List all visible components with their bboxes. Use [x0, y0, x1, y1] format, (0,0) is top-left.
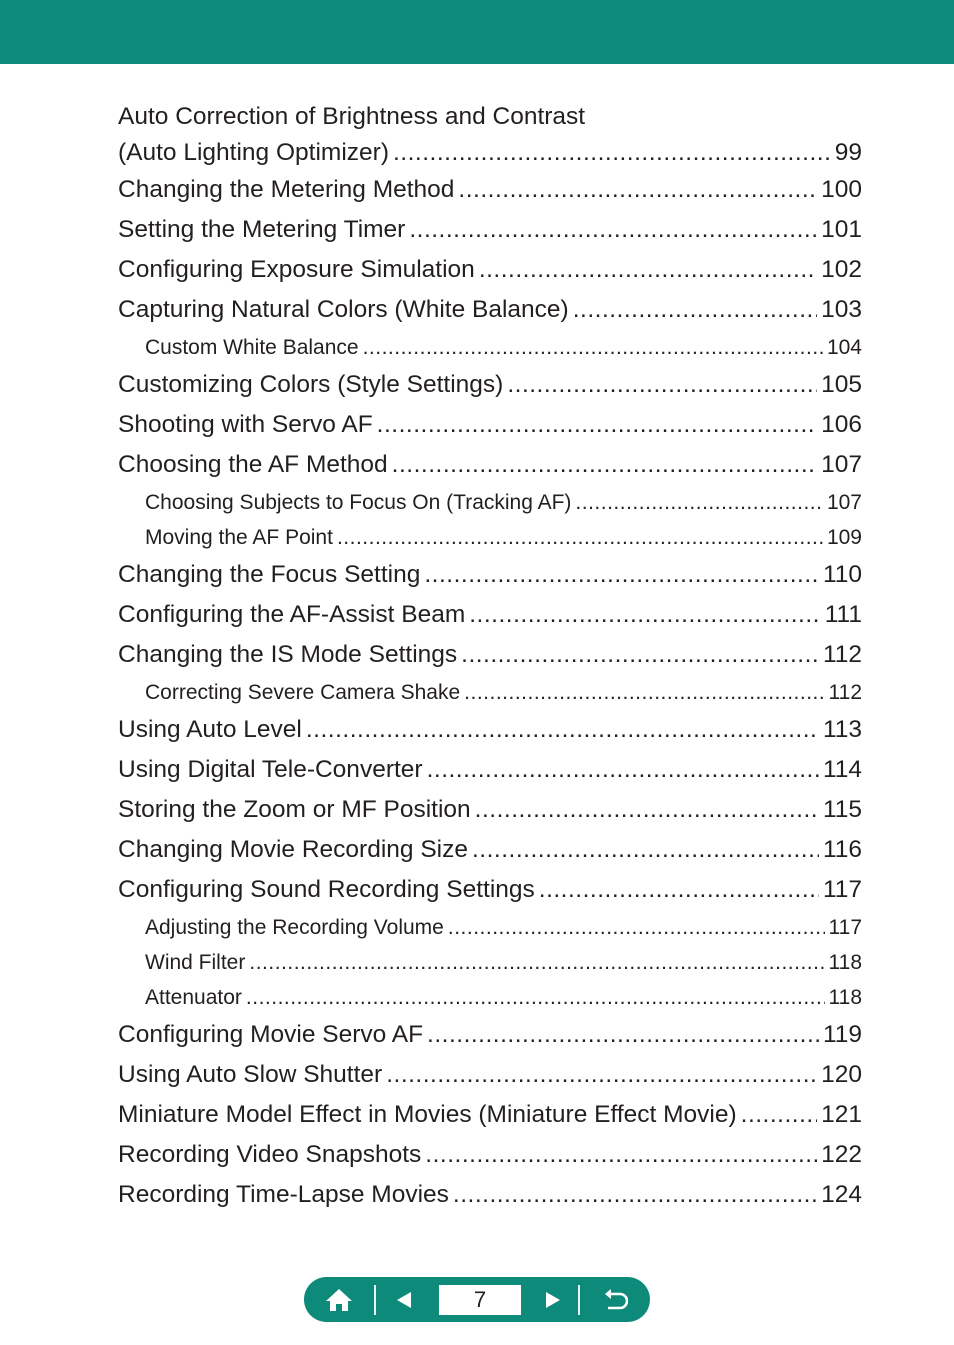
toc-entry-title: (Auto Lighting Optimizer) — [118, 139, 389, 166]
return-button[interactable] — [580, 1277, 650, 1322]
toc-entry-title: Miniature Model Effect in Movies (Miniature Effect Movie) — [118, 1101, 737, 1128]
toc-page-number: 120 — [821, 1061, 862, 1088]
leader-dots — [363, 330, 823, 365]
leader-dots — [392, 445, 817, 485]
toc-page-number: 107 — [826, 491, 862, 514]
toc-entry[interactable] — [118, 635, 862, 675]
toc-entry-title: Recording Video Snapshots — [118, 1141, 422, 1168]
page-navigation-bar — [304, 1277, 650, 1322]
toc-entry-title: Changing the Focus Setting — [118, 561, 421, 588]
toc-entry-title: Shooting with Servo AF — [118, 411, 373, 438]
leader-dots — [475, 790, 819, 830]
toc-entry[interactable] — [118, 210, 862, 250]
toc-page-number: 106 — [821, 411, 862, 438]
leader-dots — [306, 710, 819, 750]
toc-entry[interactable] — [118, 555, 862, 595]
toc-entry[interactable] — [118, 595, 862, 635]
toc-entry-title: Storing the Zoom or MF Position — [118, 796, 471, 823]
toc-entry-title: Capturing Natural Colors (White Balance) — [118, 296, 569, 323]
toc-page-number: 100 — [821, 176, 862, 203]
toc-subentry[interactable] — [118, 675, 862, 710]
toc-list — [118, 170, 862, 1215]
toc-entry-title: Configuring Sound Recording Settings — [118, 876, 535, 903]
toc-page-number: 104 — [826, 336, 862, 359]
toc-page-number: 114 — [822, 756, 862, 783]
divider — [374, 1285, 376, 1315]
toc-entry-title: Recording Time-Lapse Movies — [118, 1181, 449, 1208]
leader-dots — [448, 910, 825, 945]
header-bar — [0, 0, 954, 64]
toc-entry-title: Customizing Colors (Style Settings) — [118, 371, 504, 398]
toc-page-number: 124 — [821, 1181, 862, 1208]
toc-entry[interactable] — [118, 405, 862, 445]
leader-dots — [427, 750, 819, 790]
toc-page-number: 112 — [822, 641, 862, 668]
leader-dots — [246, 980, 825, 1015]
toc-page-number: 122 — [821, 1141, 862, 1168]
toc-page-number: 107 — [821, 451, 862, 478]
toc-entry[interactable] — [118, 790, 862, 830]
toc-entry[interactable] — [118, 1055, 862, 1095]
previous-page-button[interactable] — [376, 1277, 434, 1322]
toc-page-number: 103 — [821, 296, 862, 323]
toc-entry-title: Moving the AF Point — [145, 526, 333, 549]
toc-page-number: 102 — [821, 256, 862, 283]
leader-dots — [575, 485, 823, 520]
toc-entry-title: Changing Movie Recording Size — [118, 836, 468, 863]
toc-entry[interactable] — [118, 710, 862, 750]
toc-entry-title: Setting the Metering Timer — [118, 216, 406, 243]
table-of-contents — [118, 98, 862, 1215]
toc-page-number: 105 — [821, 371, 862, 398]
toc-entry-title: Choosing the AF Method — [118, 451, 388, 478]
leader-dots — [425, 1135, 817, 1175]
toc-entry-title-line[interactable] — [118, 98, 862, 136]
toc-subentry[interactable] — [118, 330, 862, 365]
divider — [578, 1285, 580, 1315]
leader-dots — [461, 635, 819, 675]
toc-page-number: 118 — [828, 986, 862, 1009]
leader-dots — [469, 595, 821, 635]
toc-page-number: 118 — [828, 951, 862, 974]
toc-page-number: 116 — [822, 836, 862, 863]
toc-subentry[interactable] — [118, 980, 862, 1015]
toc-entry[interactable] — [118, 830, 862, 870]
toc-page-number: 111 — [824, 601, 862, 628]
toc-entry[interactable] — [118, 365, 862, 405]
leader-dots — [472, 830, 819, 870]
leader-dots — [458, 170, 817, 210]
toc-entry-title: Using Auto Slow Shutter — [118, 1061, 383, 1088]
leader-dots — [393, 136, 831, 170]
toc-entry[interactable] — [118, 1095, 862, 1135]
next-page-button[interactable] — [527, 1277, 579, 1322]
leader-dots — [249, 945, 824, 980]
toc-entry[interactable] — [118, 250, 862, 290]
leader-dots — [337, 520, 823, 555]
toc-entry[interactable] — [118, 170, 862, 210]
toc-page-number: 109 — [826, 526, 862, 549]
toc-subentry[interactable] — [118, 910, 862, 945]
page-number-field[interactable]: 7 — [439, 1285, 521, 1315]
toc-subentry[interactable] — [118, 485, 862, 520]
toc-entry-title: Configuring Movie Servo AF — [118, 1021, 424, 1048]
toc-entry-title: Configuring Exposure Simulation — [118, 256, 475, 283]
toc-entry-title: Changing the IS Mode Settings — [118, 641, 458, 668]
leader-dots — [464, 675, 824, 710]
toc-entry-title: Using Digital Tele-Converter — [118, 756, 423, 783]
toc-entry[interactable] — [118, 750, 862, 790]
home-icon — [325, 1287, 353, 1313]
leader-dots — [507, 365, 817, 405]
leader-dots — [427, 1015, 819, 1055]
toc-page-number: 117 — [828, 916, 862, 939]
prev-arrow-icon — [395, 1291, 413, 1309]
return-icon — [602, 1288, 628, 1312]
toc-entry[interactable] — [118, 870, 862, 910]
toc-page-number: 119 — [822, 1021, 862, 1048]
toc-entry-title: Attenuator — [145, 986, 242, 1009]
leader-dots — [377, 405, 817, 445]
toc-page-number: 115 — [822, 796, 862, 823]
toc-entry-title: Wind Filter — [145, 951, 246, 974]
leader-dots — [409, 210, 817, 250]
toc-entry-title: Auto Correction of Brightness and Contrast — [118, 103, 586, 130]
leader-dots — [479, 250, 817, 290]
toc-subentry[interactable] — [118, 945, 862, 980]
toc-entry[interactable] — [118, 1135, 862, 1175]
next-arrow-icon — [544, 1291, 562, 1309]
leader-dots — [573, 290, 817, 330]
toc-page-number: 101 — [821, 216, 862, 243]
toc-entry[interactable] — [118, 445, 862, 485]
toc-entry[interactable] — [118, 1175, 862, 1215]
toc-entry-title: Configuring the AF-Assist Beam — [118, 601, 466, 628]
toc-entry-title: Choosing Subjects to Focus On (Tracking AF) — [145, 491, 572, 514]
home-button[interactable] — [304, 1277, 374, 1322]
leader-dots — [539, 870, 819, 910]
toc-entry-title: Custom White Balance — [145, 336, 359, 359]
toc-entry[interactable] — [118, 290, 862, 330]
toc-page-number: 121 — [821, 1101, 862, 1128]
toc-page-number: 112 — [828, 681, 862, 704]
toc-entry-title: Adjusting the Recording Volume — [145, 916, 444, 939]
toc-entry[interactable] — [118, 136, 862, 170]
leader-dots — [453, 1175, 817, 1215]
toc-entry-title: Changing the Metering Method — [118, 176, 455, 203]
toc-entry[interactable] — [118, 1015, 862, 1055]
leader-dots — [741, 1095, 817, 1135]
leader-dots — [386, 1055, 817, 1095]
toc-page-number: 117 — [822, 876, 862, 903]
toc-entry-title: Correcting Severe Camera Shake — [145, 681, 461, 704]
toc-page-number: 110 — [822, 561, 862, 588]
leader-dots — [424, 555, 819, 595]
toc-subentry[interactable] — [118, 520, 862, 555]
toc-page-number: 113 — [822, 716, 862, 743]
toc-page-number: 99 — [834, 139, 862, 166]
toc-entry-title: Using Auto Level — [118, 716, 302, 743]
